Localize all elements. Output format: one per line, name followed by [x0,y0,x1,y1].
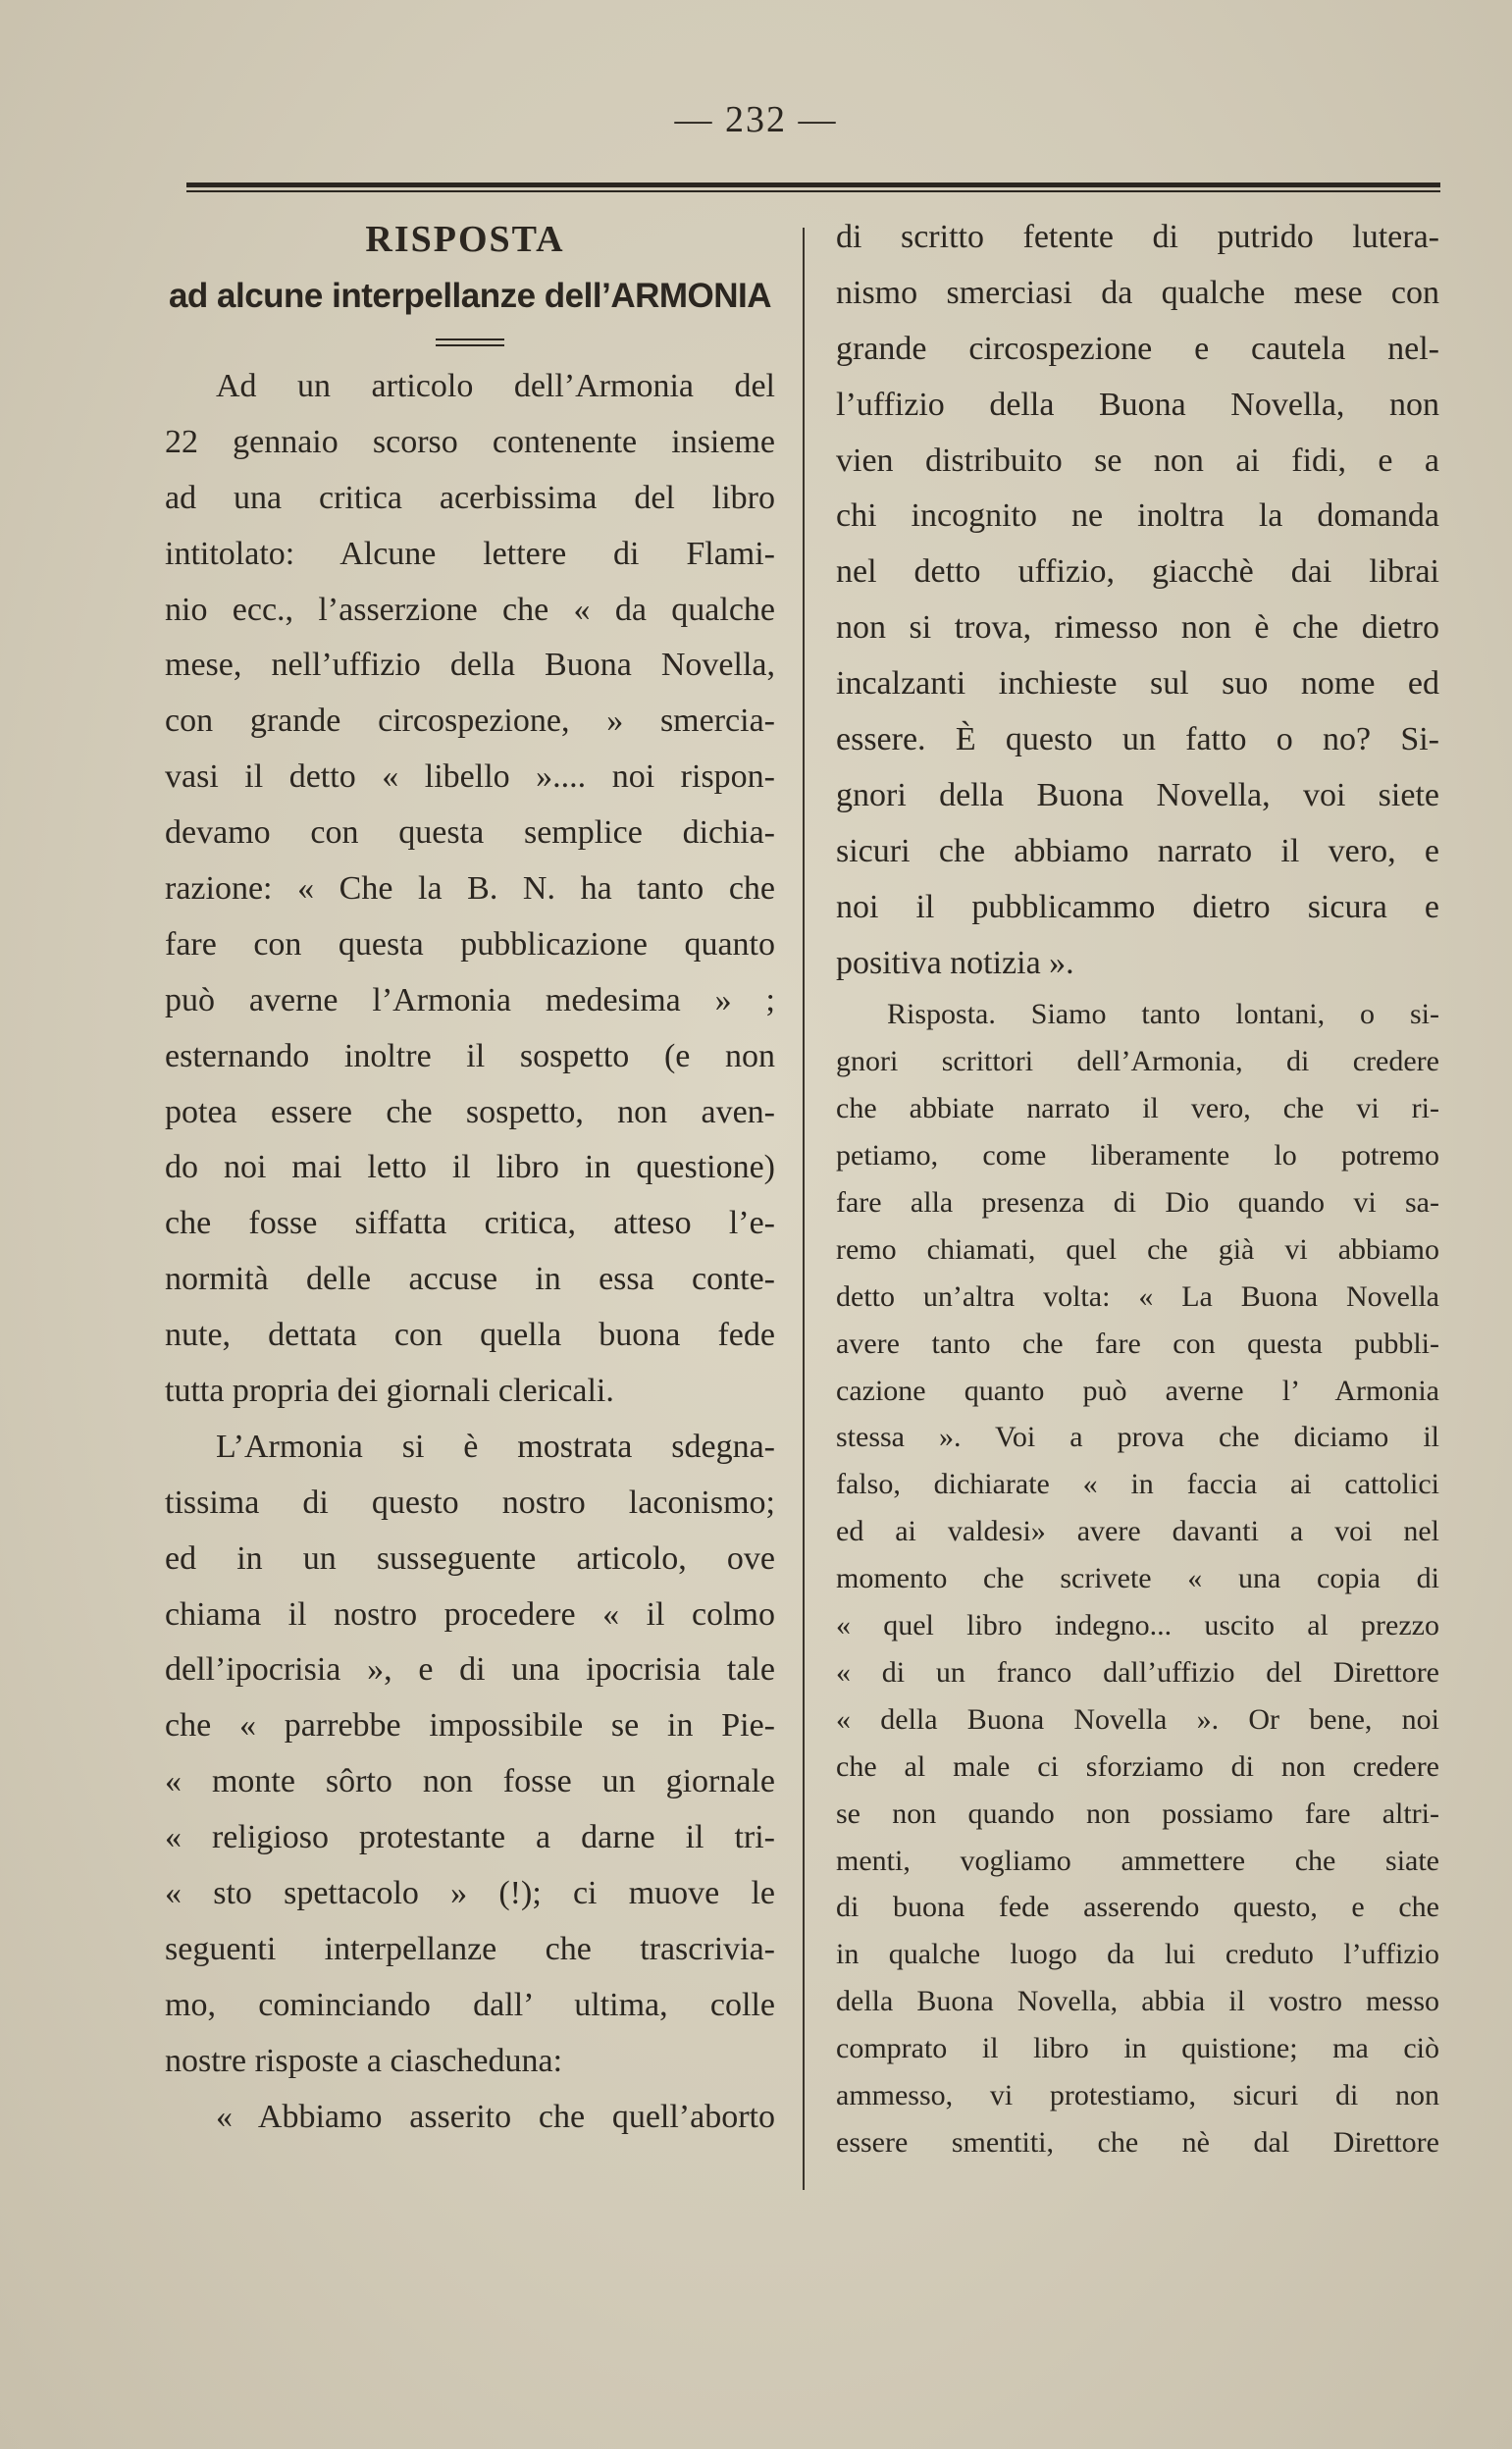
text-line: grande circospezione e cautela nel- [836,330,1439,367]
text-line: gnori della Buona Novella, voi siete [836,776,1439,813]
text-line: L’Armonia si è mostrata sdegna- [216,1428,775,1465]
header-rule [186,182,1440,192]
text-line: normità delle accuse in essa conte- [165,1261,775,1298]
text-line: remo chiamati, quel che già vi abbiamo [836,1232,1439,1266]
text-line: vasi il detto « libello ».... noi rispon- [165,758,775,796]
text-line: noi il pubblicammo dietro sicura e [836,888,1439,925]
text-line: razione: « Che la B. N. ha tanto che [165,870,775,908]
text-line: intitolato: Alcune lettere di Flami- [165,535,775,572]
text-line: dell’ipocrisia », e di una ipocrisia tale [165,1651,775,1689]
text-line: positiva notizia ». [836,944,1074,981]
text-line: può averne l’Armonia medesima » ; [165,981,775,1018]
text-line: incalzanti inchieste sul suo nome ed [836,665,1439,703]
right-column [836,210,1439,2166]
text-line: esternando inoltre il sospetto (e non [165,1037,775,1074]
text-line: nel detto uffizio, giacchè dai librai [836,553,1439,591]
text-line: essere. È questo un fatto o no? Si- [836,721,1439,758]
text-line: non si trova, rimesso non è che dietro [836,609,1439,647]
text-line: « quel libro indegno... uscito al prezzo [836,1609,1439,1642]
text-line: che abbiate narrato il vero, che vi ri- [836,1092,1439,1125]
text-line: essere smentiti, che nè dal Direttore [836,2125,1439,2159]
text-line: vien distribuito se non ai fidi, e a [836,442,1439,479]
article-title: RISPOSTA [365,219,565,260]
text-line: che al male ci sforziamo di non credere [836,1749,1439,1783]
text-line: mese, nell’uffizio della Buona Novella, [165,647,775,684]
text-line: « sto spettacolo » (!); ci muove le [165,1875,775,1912]
text-line: ed in un susseguente articolo, ove [165,1539,775,1577]
text-line: momento che scrivete « una copia di [836,1562,1439,1595]
text-line: se non quando non possiamo fare altri- [836,1797,1439,1830]
text-line: chiama il nostro procedere « il colmo [165,1595,775,1633]
text-line: ed ai valdesi» avere davanti a voi nel [836,1515,1439,1548]
text-line: di scritto fetente di putrido lutera- [836,219,1439,255]
text-line: che fosse siffatta critica, atteso l’e- [165,1205,775,1242]
text-line: « religioso protestante a darne il tri- [165,1819,775,1856]
quoted-passage [836,210,1439,991]
text-line: avere tanto che fare con questa pubbli- [836,1327,1439,1360]
text-line: tutta propria dei giornali clericali. [165,1373,614,1410]
text-line: nio ecc., l’asserzione che « da qualche [165,591,775,628]
text-line: mo, cominciando dall’ ultima, colle [165,1986,775,2023]
text-line: Risposta. Siamo tanto lontani, o si- [887,998,1439,1031]
text-line: chi incognito ne inoltra la domanda [836,497,1439,535]
text-line: menti, vogliamo ammettere che siate [836,1844,1439,1877]
text-line: potea essere che sospetto, non aven- [165,1093,775,1130]
text-line: ammesso, vi protestiamo, sicuri di non [836,2078,1439,2111]
text-line: nostre risposte a ciascheduna: [165,2042,563,2079]
text-line: petiamo, come liberamente lo potremo [836,1139,1439,1172]
text-line: « Abbiamo asserito che quell’aborto [216,2098,775,2135]
text-line: di buona fede asserendo questo, e che [836,1891,1439,1924]
text-line: falso, dichiarate « in faccia ai cattolici [836,1468,1439,1501]
text-line: con grande circospezione, » smercia- [165,703,775,740]
text-line: cazione quanto può averne l’ Armonia [836,1374,1439,1407]
text-line: gnori scrittori dell’Armonia, di credere [836,1045,1439,1078]
article-subtitle: ad alcune interpellanze dell’ARMONIA [168,277,772,315]
text-line: 22 gennaio scorso contenente insieme [165,423,775,460]
text-line: fare alla presenza di Dio quando vi sa- [836,1186,1439,1220]
title-divider [165,324,775,359]
text-line: fare con questa pubblicazione quanto [165,925,775,963]
page-number: — 232 — [674,99,838,140]
text-line: che « parrebbe impossibile se in Pie- [165,1707,775,1745]
column-divider [803,228,805,2190]
text-line: devamo con questa semplice dichia- [165,814,775,852]
text-line: sicuri che abbiamo narrato il vero, e [836,832,1439,869]
text-line: detto un’altra volta: « La Buona Novella [836,1279,1439,1313]
text-line: l’uffizio della Buona Novella, non [836,386,1439,423]
text-line: seguenti interpellanze che trascrivia- [165,1930,775,1967]
text-line: do noi mai letto il libro in questione) [165,1149,775,1186]
text-line: nismo smerciasi da qualche mese con [836,274,1439,311]
text-line: « della Buona Novella ». Or bene, noi [836,1702,1439,1736]
text-line: tissima di questo nostro laconismo; [165,1484,775,1521]
text-line: della Buona Novella, abbia il vostro messo [836,1985,1439,2018]
left-body-text [165,359,775,2146]
text-line: in qualche luogo da lui creduto l’uffizio [836,1938,1439,1971]
text-line: Ad un articolo dell’Armonia del [216,368,775,404]
text-line: comprato il libro in quistione; ma ciò [836,2032,1439,2065]
text-line: nute, dettata con quella buona fede [165,1317,775,1354]
text-line: « di un franco dall’uffizio del Direttore [836,1655,1439,1689]
divider-ornament [436,339,504,346]
text-line: ad una critica acerbissima del libro [165,479,775,516]
text-line: stessa ». Voi a prova che diciamo il [836,1421,1439,1454]
text-line: « monte sôrto non fosse un giornale [165,1763,775,1800]
left-column [165,210,775,2146]
answer-passage [836,991,1439,2165]
